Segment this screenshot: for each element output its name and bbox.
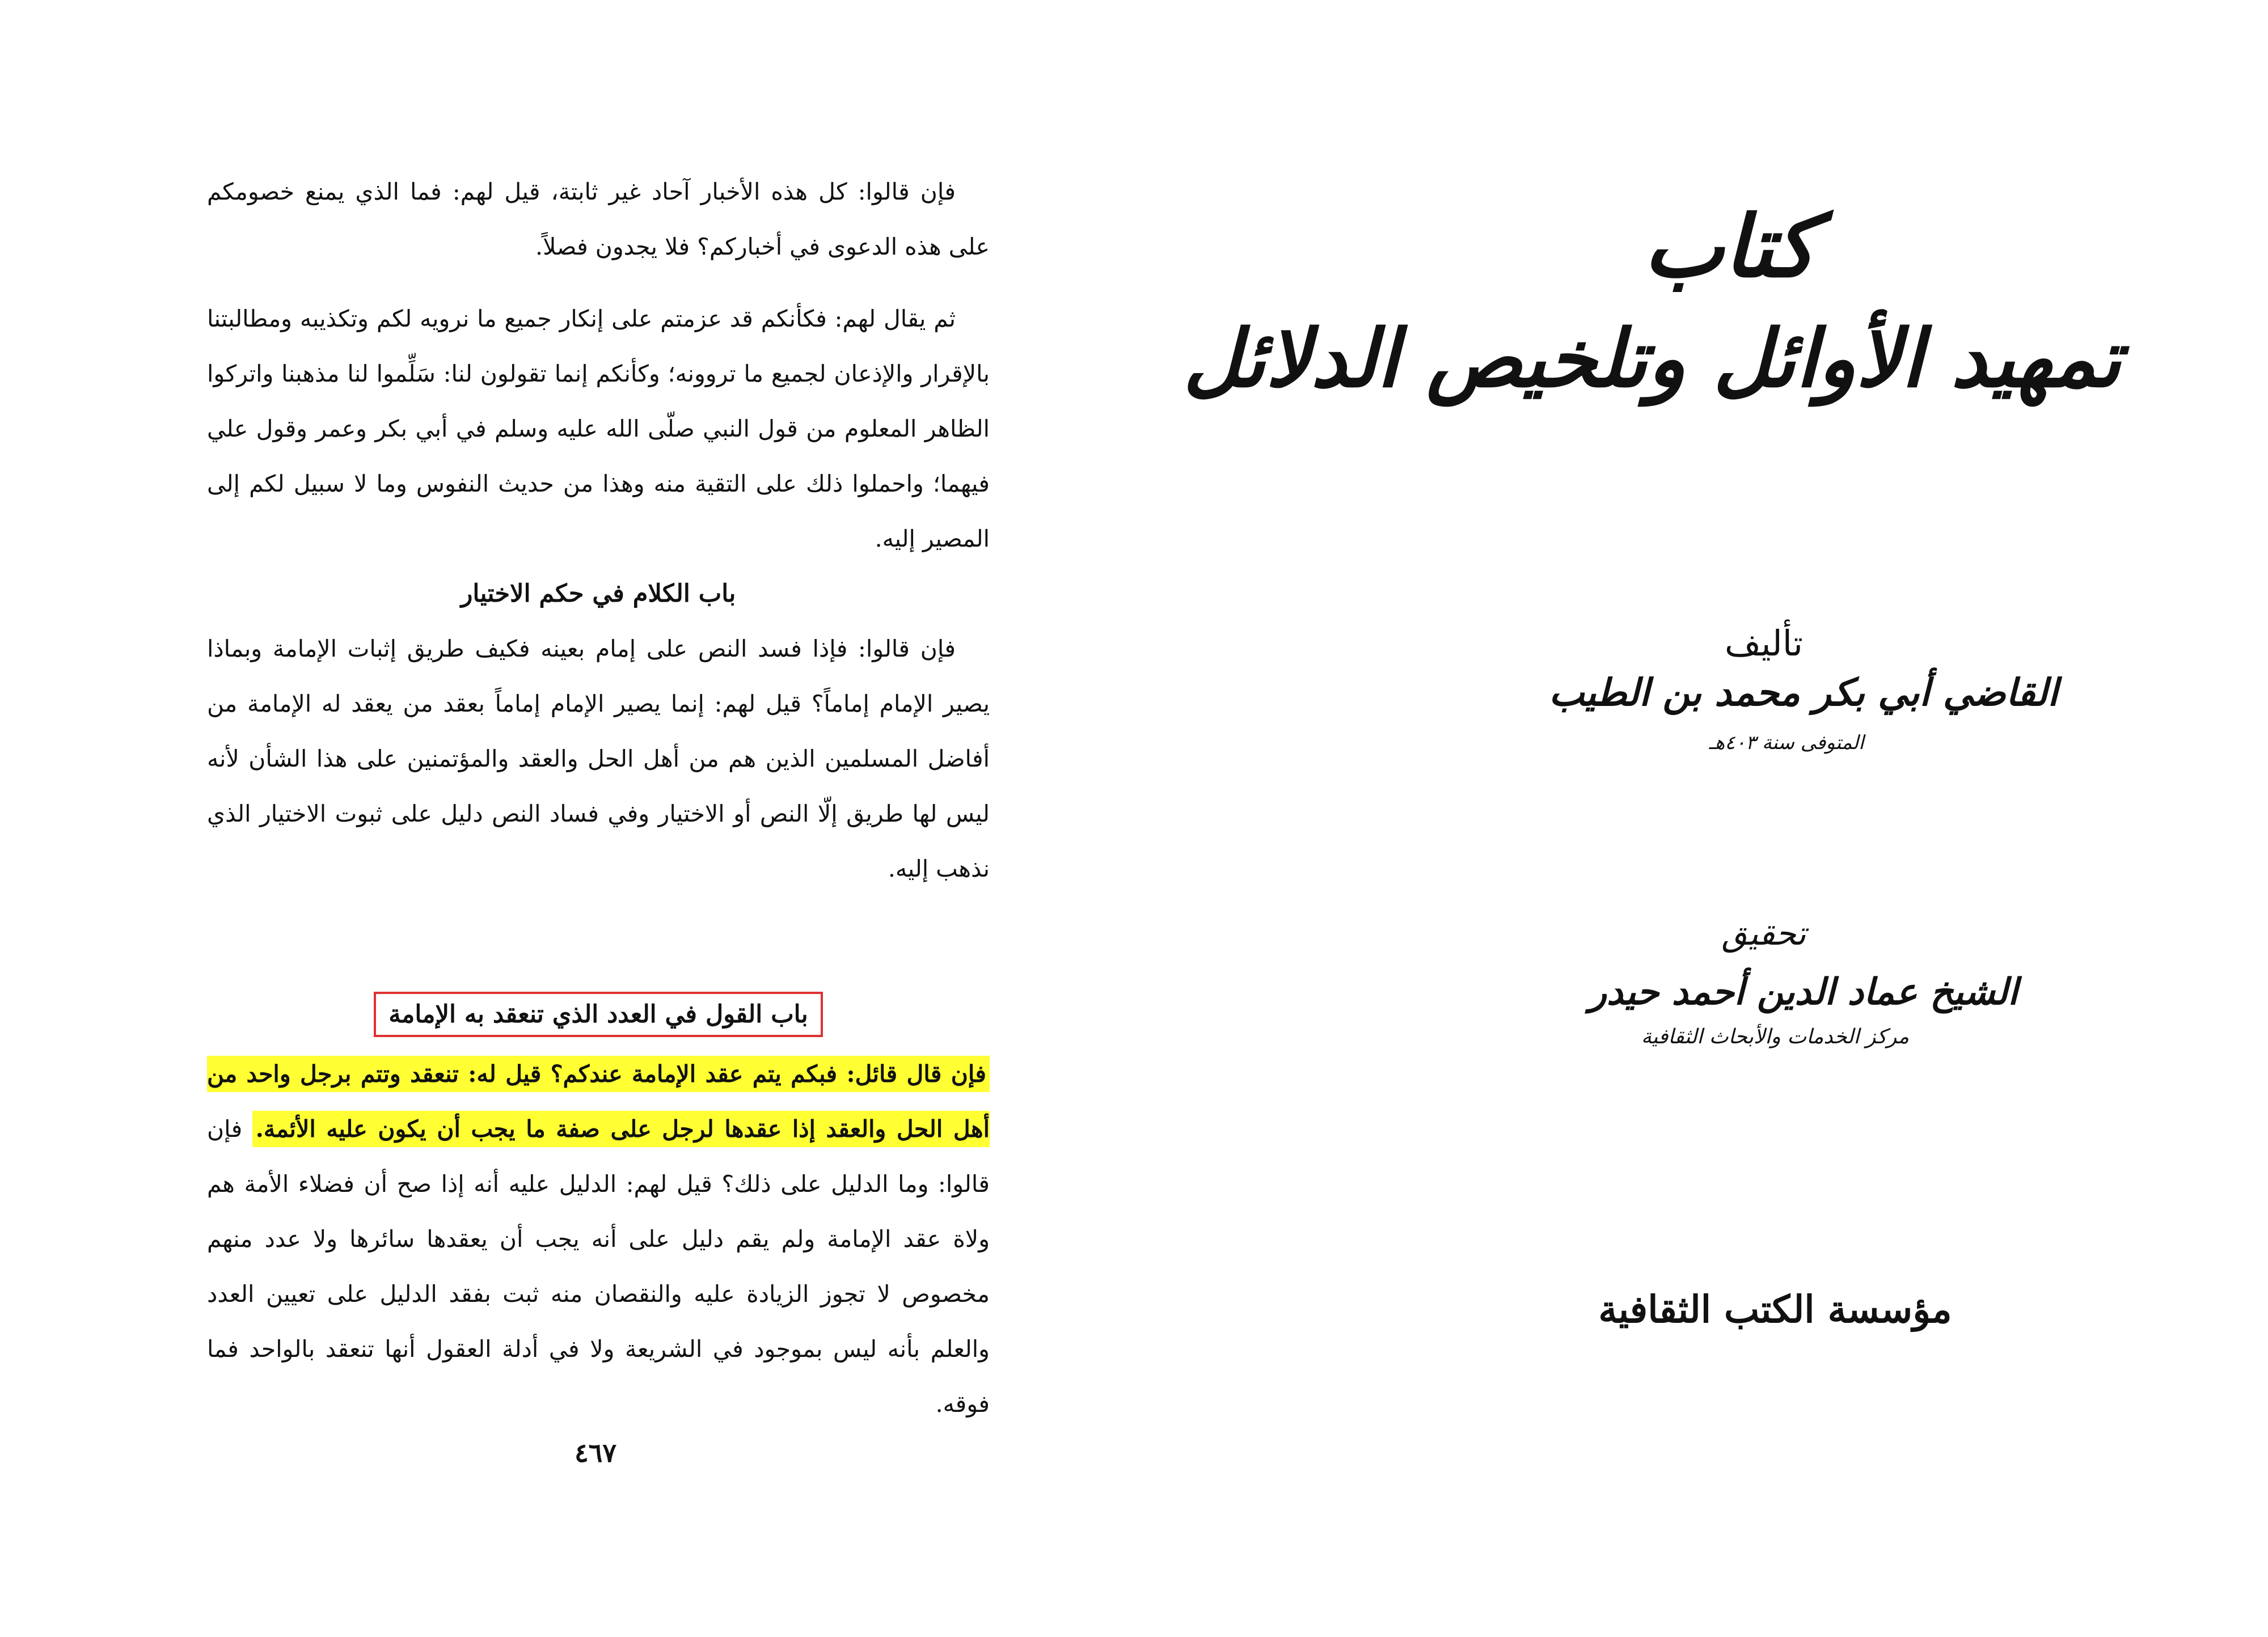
title-page: [1183, 0, 2268, 1637]
paragraph-4: [207, 1047, 990, 1432]
paragraph-3: فإن قالوا: فإذا فسد النص على إمام بعينه فكيف طريق إثبات الإمامة وبماذا يصير الإمام إماماً؟ قيل لهم: إنما يصير الإمام إماماً بعقد من يعقد له الإمامة من أفاضل المسلمين الذين هم من أهل الحل والعقد والمؤتمنين على هذا الشأن لأنه ليس لها طريق إلّا النص أو الاختيار وفي فساد النص دليل على ثبوت الاختيار الذي نذهب إليه.: [207, 635, 990, 882]
highlighted-passage: فإن قال قائل: فبكم يتم عقد الإمامة عندكم؟ قيل له: تنعقد وتتم برجل واحد من أهل الحل والعقد إذا عقدها لرجل على صفة ما يجب أن يكون عليه الأئمة.: [207, 1056, 990, 1147]
chapter-heading-boxed: باب القول في العدد الذي تنعقد به الإمامة: [374, 992, 823, 1037]
paragraph-4-continuation: فإن قالوا: وما الدليل على ذلك؟ قيل لهم: الدليل عليه أنه إذا صح أن فضلاء الأمة هم ولاة عقد الإمامة ولم يقم دليل على أنه يجب أن يعقدها سائرها ولا عدد منهم مخصوص لا تجوز الزيادة عليه والنقصان منه ثبت بفقد الدليل على تعيين العدد والعلم بأنه ليس بموجود في الشريعة ولا في أدلة العقول أنها تنعقد بالواحد فما فوقه.: [207, 1115, 990, 1418]
boxed-heading-wrapper: [207, 987, 990, 1042]
editor-organization: مركز الخدمات والأبحاث الثقافية: [1641, 1025, 1910, 1048]
editing-label: تحقيق: [1721, 914, 1806, 953]
paragraph-2: ثم يقال لهم: فكأنكم قد عزمتم على إنكار جميع ما نرويه لكم وتكذيبه ومطالبتنا بالإقرار والإذعان لجميع ما تروونه؛ وكأنكم إنما تقولون لنا: سَلِّموا لنا مذهبنا واتركوا الظاهر المعلوم من قول النبي صلّى الله عليه وسلم في أبي بكر وعمر وقول علي فيهما؛ واحملوا ذلك على التقية منه وهذا من حديث النفوس وما لا سبيل لكم إلى المصير إليه.: [207, 305, 990, 552]
chapter-heading-choice: باب الكلام في حكم الاختيار: [461, 579, 736, 608]
page-number: ٤٦٧: [574, 1437, 617, 1468]
editor-name: الشيخ عماد الدين أحمد حيدر: [1589, 971, 2018, 1013]
text-page: [207, 164, 990, 1432]
book-title: تمهيد الأوائل وتلخيص الدلائل: [1183, 312, 2121, 405]
authorship-label: تأليف: [1725, 623, 1803, 664]
paragraph-1: فإن قالوا: كل هذه الأخبار آحاد غير ثابتة، قيل لهم: فما الذي يمنع خصومكم على هذه الدعوى في أخباركم؟ فلا يجدون فصلاً.: [207, 178, 990, 260]
kitab-heading: كتاب: [1644, 197, 1816, 297]
publisher-name: مؤسسة الكتب الثقافية: [1598, 1287, 1952, 1331]
author-name: القاضي أبي بكر محمد بن الطيب: [1549, 670, 2058, 714]
author-death-year: المتوفى سنة ٤٠٣هـ: [1709, 731, 1864, 754]
